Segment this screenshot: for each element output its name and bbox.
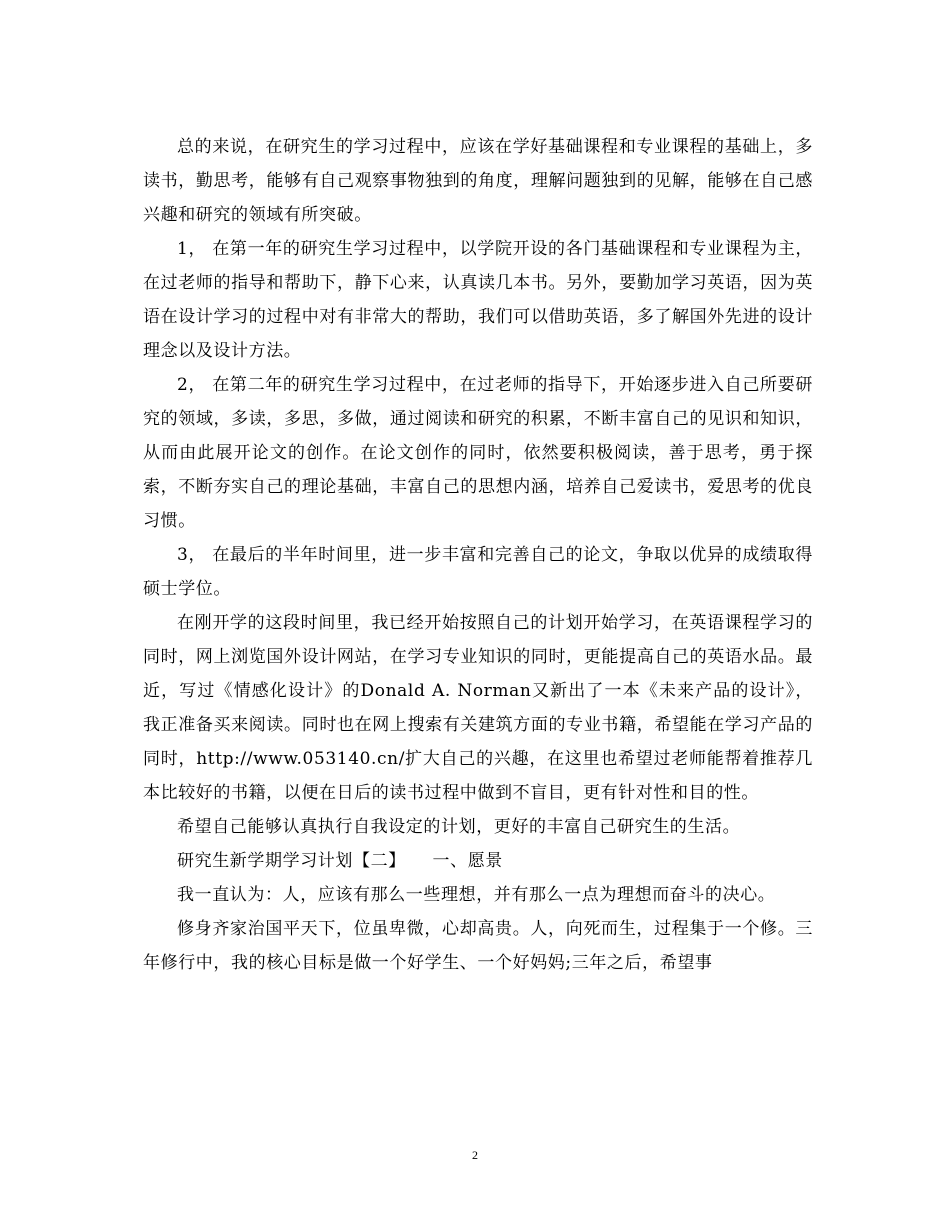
paragraph-final-half-year: 3， 在最后的半年时间里，进一步丰富和完善自己的论文，争取以优异的成绩取得硕士学位。: [143, 545, 813, 599]
section-heading-plan-two: 研究生新学期学习计划【二】 一、愿景: [177, 851, 503, 871]
paragraph-summary: 总的来说，在研究生的学习过程中，应该在学好基础课程和专业课程的基础上，多读书，勤思考，能够有自己观察事物独到的角度，理解问题独到的见解，能够在自己感兴趣和研究的领域有所突破。: [143, 137, 813, 225]
page-number: 2: [472, 1148, 478, 1162]
paragraph-self-cultivation: 修身齐家治国平天下，位虽卑微，心却高贵。人，向死而生，过程集于一个修。三年修行中，我的核心目标是做一个好学生、一个好妈妈;三年之后，希望事: [143, 919, 813, 973]
document-body: [143, 130, 813, 980]
paragraph-current-progress: 在刚开学的这段时间里，我已经开始按照自己的计划开始学习，在英语课程学习的同时，网上浏览国外设计网站，在学习专业知识的同时，更能提高自己的英语水品。最近，写过《情感化设计》的Donald A. Norman又新出了一本《未来产品的设计》，我正准备买来阅读。同时也在网上搜索有关建筑方面的专业书籍，希望能在学习产品的同时，http://www.053140.cn/扩大自己的兴趣，在这里也希望过老师能帮着推荐几本比较好的书籍，以便在日后的读书过程中做到不盲目，更有针对性和目的性。: [143, 613, 813, 803]
paragraph-year-two: 2， 在第二年的研究生学习过程中，在过老师的指导下，开始逐步进入自己所要研究的领域，多读，多思，多做，通过阅读和研究的积累，不断丰富自己的见识和知识，从而由此展开论文的创作。在论文创作的同时，依然要积极阅读，善于思考，勇于探索，不断夯实自己的理论基础，丰富自己的思想内涵，培养自己爱读书，爱思考的优良习惯。: [143, 375, 813, 531]
paragraph-year-one: 1， 在第一年的研究生学习过程中，以学院开设的各门基础课程和专业课程为主，在过老师的指导和帮助下，静下心来，认真读几本书。另外，要勤加学习英语，因为英语在设计学习的过程中对有非常大的帮助，我们可以借助英语，多了解国外先进的设计理念以及设计方法。: [143, 239, 813, 361]
paragraph-hope: 希望自己能够认真执行自我设定的计划，更好的丰富自己研究生的生活。: [177, 817, 741, 837]
paragraph-ideals: 我一直认为：人，应该有那么一些理想，并有那么一点为理想而奋斗的决心。: [177, 885, 776, 905]
